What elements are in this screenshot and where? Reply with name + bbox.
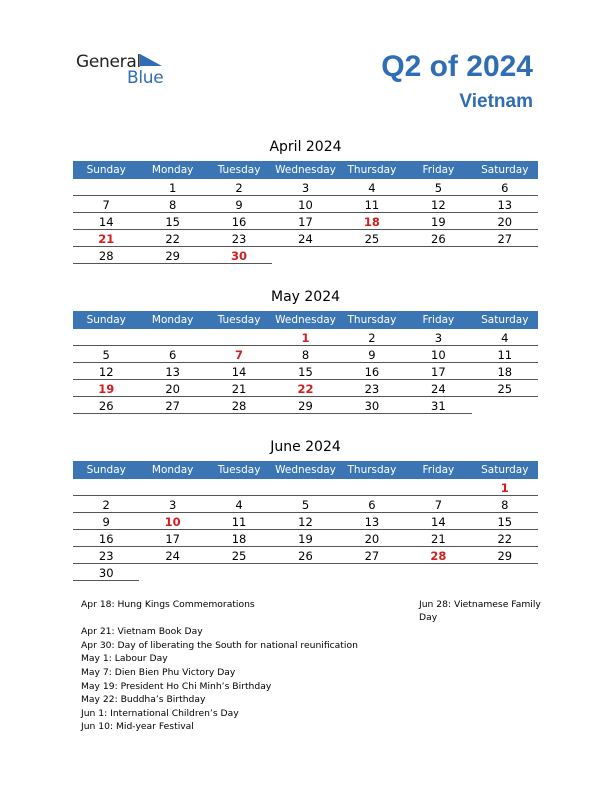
empty-cell bbox=[339, 479, 405, 496]
day-cell: 25 bbox=[206, 547, 272, 564]
day-cell: 18 bbox=[206, 530, 272, 547]
day-cell: 9 bbox=[339, 346, 405, 363]
day-cell: 17 bbox=[272, 213, 338, 230]
day-cell: 7 bbox=[405, 496, 471, 513]
day-cell: 12 bbox=[405, 196, 471, 213]
weekday-header: Saturday bbox=[472, 461, 538, 479]
day-cell: 24 bbox=[405, 380, 471, 397]
holiday-note: Apr 21: Vietnam Book Day bbox=[81, 626, 203, 638]
day-cell: 17 bbox=[139, 530, 205, 547]
empty-cell bbox=[405, 247, 471, 264]
day-cell: 27 bbox=[472, 230, 538, 247]
day-cell: 6 bbox=[339, 496, 405, 513]
empty-cell bbox=[472, 247, 538, 264]
empty-cell bbox=[139, 479, 205, 496]
weekday-header: Sunday bbox=[73, 311, 139, 329]
day-cell: 13 bbox=[339, 513, 405, 530]
day-cell: 17 bbox=[405, 363, 471, 380]
day-cell: 5 bbox=[272, 496, 338, 513]
day-cell: 29 bbox=[139, 247, 205, 264]
day-cell: 24 bbox=[139, 547, 205, 564]
day-cell: 1 bbox=[472, 479, 538, 496]
weekday-header: Friday bbox=[405, 461, 471, 479]
empty-cell bbox=[73, 479, 139, 496]
day-cell: 27 bbox=[339, 547, 405, 564]
day-cell: 19 bbox=[405, 213, 471, 230]
holiday-note: Jun 1: International Children’s Day bbox=[81, 707, 239, 719]
day-cell: 22 bbox=[272, 380, 338, 397]
day-cell: 11 bbox=[339, 196, 405, 213]
holiday-note: Apr 30: Day of liberating the South for national reunification bbox=[81, 639, 358, 651]
day-cell: 25 bbox=[472, 380, 538, 397]
day-cell: 18 bbox=[472, 363, 538, 380]
empty-cell bbox=[73, 329, 139, 346]
empty-cell bbox=[339, 247, 405, 264]
weekday-header: Sunday bbox=[73, 161, 139, 179]
day-cell: 11 bbox=[472, 346, 538, 363]
logo-triangle-icon bbox=[140, 54, 162, 66]
day-cell: 8 bbox=[472, 496, 538, 513]
month-title: June 2024 bbox=[270, 439, 341, 455]
weekday-header: Monday bbox=[139, 161, 205, 179]
day-cell: 21 bbox=[206, 380, 272, 397]
day-cell: 20 bbox=[339, 530, 405, 547]
day-cell: 19 bbox=[272, 530, 338, 547]
day-cell: 6 bbox=[139, 346, 205, 363]
day-cell: 14 bbox=[206, 363, 272, 380]
day-cell: 4 bbox=[206, 496, 272, 513]
day-cell: 21 bbox=[73, 230, 139, 247]
day-cell: 16 bbox=[339, 363, 405, 380]
country-name: Vietnam bbox=[459, 91, 533, 112]
day-cell: 28 bbox=[206, 397, 272, 414]
empty-cell bbox=[73, 179, 139, 196]
day-cell: 11 bbox=[206, 513, 272, 530]
day-cell: 7 bbox=[73, 196, 139, 213]
weekday-header: Wednesday bbox=[272, 161, 338, 179]
weekday-header: Thursday bbox=[339, 161, 405, 179]
day-cell: 25 bbox=[339, 230, 405, 247]
empty-cell bbox=[206, 479, 272, 496]
holiday-note: Jun 10: Mid-year Festival bbox=[81, 721, 194, 733]
day-cell: 13 bbox=[472, 196, 538, 213]
day-cell: 20 bbox=[472, 213, 538, 230]
empty-cell bbox=[206, 564, 272, 581]
day-cell: 30 bbox=[339, 397, 405, 414]
day-cell: 15 bbox=[139, 213, 205, 230]
weekday-header: Monday bbox=[139, 461, 205, 479]
day-cell: 13 bbox=[139, 363, 205, 380]
day-cell: 30 bbox=[73, 564, 139, 581]
holiday-note: May 1: Labour Day bbox=[81, 653, 168, 665]
day-cell: 22 bbox=[472, 530, 538, 547]
day-cell: 14 bbox=[73, 213, 139, 230]
holiday-note-right: Jun 28: Vietnamese Family Day bbox=[419, 599, 541, 623]
empty-cell bbox=[139, 564, 205, 581]
day-cell: 23 bbox=[73, 547, 139, 564]
day-cell: 16 bbox=[73, 530, 139, 547]
logo-word-general: General bbox=[76, 52, 141, 72]
weekday-header: Wednesday bbox=[272, 311, 338, 329]
empty-cell bbox=[405, 564, 471, 581]
day-cell: 24 bbox=[272, 230, 338, 247]
month-june bbox=[73, 437, 538, 581]
weekday-header: Monday bbox=[139, 311, 205, 329]
month-title: May 2024 bbox=[270, 289, 341, 305]
day-cell: 7 bbox=[206, 346, 272, 363]
empty-cell bbox=[472, 397, 538, 414]
empty-cell bbox=[206, 329, 272, 346]
empty-cell bbox=[272, 564, 338, 581]
page-title: Q2 of 2024 bbox=[381, 50, 533, 83]
day-cell: 28 bbox=[73, 247, 139, 264]
day-cell: 6 bbox=[472, 179, 538, 196]
weekday-header: Thursday bbox=[339, 311, 405, 329]
day-cell: 10 bbox=[272, 196, 338, 213]
empty-cell bbox=[139, 329, 205, 346]
month-april bbox=[73, 137, 538, 264]
day-cell: 14 bbox=[405, 513, 471, 530]
empty-cell bbox=[272, 479, 338, 496]
holiday-note: Apr 18: Hung Kings Commemorations bbox=[81, 599, 255, 610]
weekday-header: Friday bbox=[405, 311, 471, 329]
day-cell: 5 bbox=[405, 179, 471, 196]
day-cell: 26 bbox=[272, 547, 338, 564]
day-cell: 16 bbox=[206, 213, 272, 230]
day-cell: 9 bbox=[73, 513, 139, 530]
day-cell: 2 bbox=[206, 179, 272, 196]
day-cell: 12 bbox=[73, 363, 139, 380]
day-cell: 27 bbox=[139, 397, 205, 414]
day-cell: 3 bbox=[272, 179, 338, 196]
day-cell: 10 bbox=[405, 346, 471, 363]
day-cell: 8 bbox=[139, 196, 205, 213]
holiday-note: May 7: Dien Bien Phu Victory Day bbox=[81, 666, 236, 678]
day-cell: 3 bbox=[405, 329, 471, 346]
weekday-header: Saturday bbox=[472, 311, 538, 329]
holiday-notes bbox=[81, 598, 358, 734]
day-cell: 23 bbox=[206, 230, 272, 247]
day-cell: 2 bbox=[73, 496, 139, 513]
day-cell: 19 bbox=[73, 380, 139, 397]
weekday-header: Sunday bbox=[73, 461, 139, 479]
day-cell: 26 bbox=[405, 230, 471, 247]
day-cell: 10 bbox=[139, 513, 205, 530]
weekday-header: Wednesday bbox=[272, 461, 338, 479]
day-cell: 2 bbox=[339, 329, 405, 346]
weekday-header: Thursday bbox=[339, 461, 405, 479]
weekday-header: Saturday bbox=[472, 161, 538, 179]
logo-word-blue: Blue bbox=[127, 68, 164, 88]
day-cell: 15 bbox=[272, 363, 338, 380]
empty-cell bbox=[405, 479, 471, 496]
holiday-note: May 22: Buddha’s Birthday bbox=[81, 694, 206, 706]
day-cell: 4 bbox=[339, 179, 405, 196]
day-cell: 26 bbox=[73, 397, 139, 414]
day-cell: 29 bbox=[272, 397, 338, 414]
holiday-note: May 19: President Ho Chi Minh’s Birthday bbox=[81, 680, 272, 692]
day-cell: 20 bbox=[139, 380, 205, 397]
month-may bbox=[73, 287, 538, 414]
empty-cell bbox=[272, 247, 338, 264]
calendar-grid bbox=[73, 161, 538, 264]
day-cell: 12 bbox=[272, 513, 338, 530]
day-cell: 3 bbox=[139, 496, 205, 513]
month-title: April 2024 bbox=[269, 139, 342, 155]
empty-cell bbox=[472, 564, 538, 581]
day-cell: 18 bbox=[339, 213, 405, 230]
calendar-grid bbox=[73, 461, 538, 581]
day-cell: 5 bbox=[73, 346, 139, 363]
day-cell: 8 bbox=[272, 346, 338, 363]
day-cell: 30 bbox=[206, 247, 272, 264]
calendar-grid bbox=[73, 311, 538, 414]
weekday-header: Tuesday bbox=[206, 461, 272, 479]
day-cell: 29 bbox=[472, 547, 538, 564]
weekday-header: Tuesday bbox=[206, 161, 272, 179]
weekday-header: Friday bbox=[405, 161, 471, 179]
day-cell: 28 bbox=[405, 547, 471, 564]
day-cell: 22 bbox=[139, 230, 205, 247]
day-cell: 9 bbox=[206, 196, 272, 213]
day-cell: 23 bbox=[339, 380, 405, 397]
generalblue-logo bbox=[76, 52, 176, 92]
empty-cell bbox=[339, 564, 405, 581]
day-cell: 31 bbox=[405, 397, 471, 414]
weekday-header: Tuesday bbox=[206, 311, 272, 329]
day-cell: 1 bbox=[272, 329, 338, 346]
day-cell: 1 bbox=[139, 179, 205, 196]
day-cell: 15 bbox=[472, 513, 538, 530]
day-cell: 4 bbox=[472, 329, 538, 346]
day-cell: 21 bbox=[405, 530, 471, 547]
